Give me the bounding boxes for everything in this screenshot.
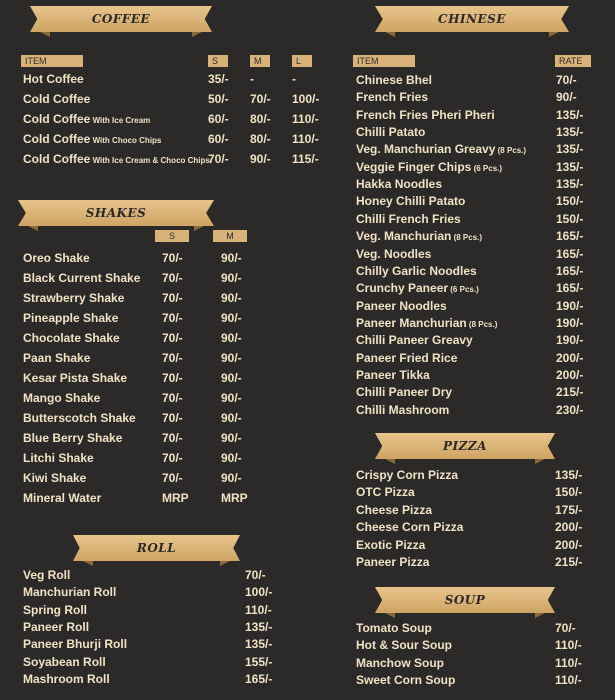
roll-item-name	[23, 672, 110, 686]
pizza-item-price-price: 150/-	[555, 485, 583, 500]
coffee-item-name	[23, 132, 161, 148]
pizza-item-price-price: 175/-	[555, 502, 583, 517]
shakes-item-price-m: 90/-	[221, 331, 242, 345]
chinese-item-name	[356, 212, 461, 226]
coffee-item-price-l: 115/-	[292, 152, 319, 166]
chinese-item-price-price: 135/-	[556, 159, 584, 174]
shakes-item-name	[23, 291, 124, 305]
shakes-item-price-s: 70/-	[162, 251, 183, 265]
chinese-item-label: Paneer Tikka	[356, 367, 430, 382]
shakes-item-label: Black Current Shake	[23, 271, 141, 285]
soup-item-price-price: 110/-	[555, 655, 582, 670]
pizza-banner	[375, 433, 555, 459]
shakes-item-price-s: 70/-	[162, 451, 183, 465]
shakes-item-price-s: MRP	[162, 491, 189, 505]
chinese-item-name	[356, 73, 432, 87]
pizza-item-label: Cheese Corn Pizza	[356, 520, 464, 535]
soup-item-price-price: 70/-	[555, 621, 576, 635]
shakes-item-price-m: 90/-	[221, 351, 242, 365]
chinese-item-note: (8 Pcs.)	[495, 146, 527, 156]
chinese-item-label: French Fries Pheri Pheri	[356, 107, 495, 122]
roll-item-name	[23, 568, 70, 582]
pizza-item-price-price: 200/-	[555, 520, 583, 535]
coffee-item-price-m: 80/-	[250, 132, 271, 146]
coffee-item-name	[23, 112, 150, 128]
chinese-item-label: Hakka Noodles	[356, 177, 443, 192]
chinese-header-item: ITEM	[353, 55, 415, 67]
shakes-item-price-s: 70/-	[162, 371, 183, 385]
chinese-item-name	[356, 351, 457, 365]
chinese-item-price-price: 190/-	[556, 315, 584, 330]
chinese-item-name	[356, 316, 497, 332]
pizza-item-label: Crispy Corn Pizza	[356, 468, 459, 482]
coffee-header-m: M	[250, 55, 270, 67]
pizza-item-label: Cheese Pizza	[356, 502, 433, 517]
soup-item-name	[356, 638, 452, 652]
roll-item-price-price: 110/-	[245, 602, 272, 617]
coffee-item-price-s: 60/-	[208, 112, 229, 126]
roll-item-label: Paneer Bhurji Roll	[23, 637, 128, 652]
coffee-item-label: Cold Coffee	[23, 152, 91, 166]
soup-banner	[375, 587, 555, 613]
shakes-item-price-s: 70/-	[162, 311, 183, 325]
shakes-item-price-s: 70/-	[162, 471, 183, 485]
shakes-item-name	[23, 411, 136, 425]
roll-item-name	[23, 585, 116, 599]
chinese-item-note: (6 Pcs.)	[471, 163, 503, 173]
pizza-item-name	[356, 538, 425, 552]
shakes-item-price-m: 90/-	[221, 271, 242, 285]
roll-item-label: Mashroom Roll	[23, 671, 110, 686]
chinese-item-name	[356, 333, 473, 347]
chinese-item-price-price: 135/-	[556, 177, 584, 192]
chinese-item-label: Veggie Finger Chips	[356, 159, 472, 174]
shakes-item-name	[23, 271, 140, 285]
chinese-item-label: Chilli French Fries	[356, 211, 461, 226]
roll-item-name	[23, 637, 127, 651]
chinese-item-price-price: 165/-	[556, 246, 584, 261]
shakes-item-label: Oreo Shake	[23, 251, 90, 265]
shakes-item-name	[23, 491, 101, 505]
coffee-item-price-s: 50/-	[208, 92, 229, 106]
shakes-item-name	[23, 471, 86, 485]
coffee-item-price-s: 35/-	[208, 72, 229, 86]
coffee-item-price-m: 90/-	[250, 152, 271, 166]
chinese-header-rate: RATE	[555, 55, 591, 67]
shakes-item-name	[23, 331, 120, 345]
shakes-item-name	[23, 451, 94, 465]
pizza-item-price-price: 200/-	[555, 537, 583, 552]
chinese-item-price-price: 135/-	[556, 107, 584, 122]
roll-item-price-price: 135/-	[245, 619, 273, 634]
chinese-item-note: (6 Pcs.)	[448, 285, 479, 295]
coffee-item-price-m: 70/-	[250, 92, 271, 106]
shakes-item-label: Pineapple Shake	[23, 311, 119, 325]
roll-item-price-price: 135/-	[245, 637, 273, 652]
roll-item-name	[23, 620, 89, 634]
chinese-item-label: Honey Chilli Patato	[356, 194, 466, 209]
coffee-item-price-l: 110/-	[292, 112, 319, 126]
coffee-item-price-m: 80/-	[250, 112, 271, 126]
chinese-item-note: (8 Pcs.)	[466, 319, 498, 329]
chinese-item-label: Paneer Noodles	[356, 298, 447, 313]
shakes-item-price-m: 90/-	[221, 251, 242, 265]
coffee-item-price-l: -	[292, 72, 296, 86]
soup-item-name	[356, 656, 444, 670]
coffee-item-label: Hot Coffee	[23, 72, 84, 86]
shakes-item-price-s: 70/-	[162, 331, 183, 345]
pizza-item-label: OTC Pizza	[356, 485, 415, 500]
chinese-item-name	[356, 368, 430, 382]
chinese-item-price-price: 150/-	[556, 211, 584, 226]
chinese-item-label: Chilli Paneer Dry	[356, 385, 453, 400]
roll-item-label: Soyabean Roll	[23, 654, 106, 669]
pizza-item-label: Paneer Pizza	[356, 555, 430, 569]
coffee-item-price-l: 110/-	[292, 132, 319, 146]
coffee-banner	[30, 6, 212, 32]
chinese-item-label: Chilli Mashroom	[356, 402, 450, 417]
chinese-item-label: Veg. Manchurian	[356, 229, 452, 244]
soup-item-price-price: 110/-	[555, 638, 582, 653]
pizza-item-name	[356, 485, 415, 499]
chinese-item-price-price: 165/-	[556, 229, 584, 244]
roll-item-price-price: 155/-	[245, 654, 273, 669]
chinese-item-price-price: 190/-	[556, 333, 584, 348]
shakes-item-price-s: 70/-	[162, 271, 183, 285]
chinese-item-price-price: 200/-	[556, 350, 584, 365]
shakes-item-price-s: 70/-	[162, 391, 183, 405]
roll-item-price-price: 165/-	[245, 671, 273, 686]
coffee-item-price-s: 70/-	[208, 152, 229, 166]
shakes-item-price-m: 90/-	[221, 371, 242, 385]
pizza-title: PIZZA	[443, 439, 487, 453]
pizza-item-name	[356, 468, 458, 482]
shakes-item-price-m: 90/-	[221, 431, 242, 445]
pizza-item-label: Exotic Pizza	[356, 537, 426, 552]
roll-item-price-price: 70/-	[245, 568, 266, 582]
coffee-item-price-s: 60/-	[208, 132, 229, 146]
shakes-item-label: Butterscotch Shake	[23, 411, 136, 425]
roll-item-price-price: 100/-	[245, 585, 273, 600]
shakes-item-price-m: MRP	[221, 491, 248, 505]
soup-item-label: Manchow Soup	[356, 655, 444, 670]
chinese-item-name	[356, 247, 431, 261]
shakes-item-name	[23, 251, 90, 265]
shakes-item-price-m: 90/-	[221, 311, 242, 325]
chinese-item-name	[356, 281, 479, 297]
pizza-item-price-price: 215/-	[555, 555, 583, 569]
soup-item-price-price: 110/-	[555, 672, 582, 687]
chinese-item-price-price: 90/-	[556, 90, 577, 105]
coffee-item-label: Cold Coffee	[23, 112, 91, 126]
coffee-item-note: With Ice Cream	[90, 116, 151, 125]
chinese-item-name	[356, 142, 526, 158]
shakes-item-price-s: 70/-	[162, 351, 183, 365]
shakes-item-label: Paan Shake	[23, 351, 91, 365]
chinese-item-price-price: 165/-	[556, 263, 584, 278]
chinese-item-price-price: 135/-	[556, 125, 584, 140]
roll-item-name	[23, 603, 87, 617]
chinese-item-price-price: 150/-	[556, 194, 584, 209]
chinese-item-name	[356, 299, 447, 313]
shakes-item-label: Kesar Pista Shake	[23, 371, 128, 385]
chinese-banner	[375, 6, 569, 32]
shakes-item-price-s: 70/-	[162, 411, 183, 425]
shakes-title: SHAKES	[85, 206, 147, 220]
pizza-item-name	[356, 520, 463, 534]
shakes-item-label: Chocolate Shake	[23, 331, 120, 345]
chinese-item-price-price: 135/-	[556, 142, 584, 157]
soup-item-label: Hot & Sour Soup	[356, 638, 452, 653]
coffee-header-item: ITEM	[21, 55, 83, 67]
shakes-item-price-m: 90/-	[221, 411, 242, 425]
chinese-item-label: Chilly Garlic Noodles	[356, 263, 477, 278]
chinese-item-price-price: 165/-	[556, 281, 584, 296]
chinese-item-label: Chilli Paneer Greavy	[356, 333, 473, 348]
shakes-item-label: Kiwi Shake	[23, 471, 87, 485]
pizza-item-price-price: 135/-	[555, 468, 583, 482]
soup-item-label: Tomato Soup	[356, 621, 432, 635]
chinese-item-name	[356, 160, 502, 176]
shakes-item-price-m: 90/-	[221, 291, 242, 305]
shakes-item-price-m: 90/-	[221, 391, 242, 405]
chinese-item-label: Crunchy Paneer	[356, 281, 449, 296]
roll-item-name	[23, 655, 106, 669]
chinese-item-label: Veg. Manchurian Greavy	[356, 142, 496, 157]
chinese-item-price-price: 215/-	[556, 385, 584, 400]
soup-item-label: Sweet Corn Soup	[356, 672, 456, 687]
chinese-item-name	[356, 403, 449, 417]
chinese-item-name	[356, 385, 452, 399]
chinese-item-note: (8 Pcs.)	[451, 233, 483, 243]
coffee-item-price-m: -	[250, 72, 254, 86]
coffee-item-price-l: 100/-	[292, 92, 320, 106]
shakes-item-name	[23, 351, 90, 365]
coffee-item-note: With Choco Chips	[90, 136, 162, 145]
shakes-item-price-s: 70/-	[162, 431, 183, 445]
coffee-header-l: L	[292, 55, 312, 67]
shakes-item-name	[23, 371, 127, 385]
chinese-title: CHINESE	[438, 12, 506, 26]
chinese-item-label: Veg. Noodles	[356, 246, 432, 261]
shakes-item-label: Blue Berry Shake	[23, 431, 123, 445]
shakes-item-label: Litchi Shake	[23, 451, 94, 465]
chinese-item-label: French Fries	[356, 90, 429, 105]
coffee-item-label: Cold Coffee	[23, 92, 91, 106]
coffee-item-note: With Ice Cream & Choco Chips	[90, 156, 210, 165]
pizza-item-name	[356, 555, 429, 569]
chinese-item-name	[356, 108, 495, 122]
coffee-title: COFFEE	[91, 12, 151, 26]
chinese-item-name	[356, 194, 465, 208]
soup-title: SOUP	[444, 593, 486, 607]
shakes-header-s: S	[155, 230, 189, 242]
shakes-header-m: M	[213, 230, 247, 242]
chinese-item-name	[356, 264, 477, 278]
chinese-item-name	[356, 90, 428, 104]
chinese-item-label: Chinese Bhel	[356, 73, 433, 87]
shakes-banner	[18, 200, 214, 226]
coffee-item-name	[23, 92, 90, 106]
chinese-item-name	[356, 125, 425, 139]
soup-item-name	[356, 673, 455, 687]
roll-banner	[73, 535, 240, 561]
roll-item-label: Paneer Roll	[23, 619, 90, 634]
shakes-item-name	[23, 431, 122, 445]
coffee-item-name	[23, 72, 84, 86]
shakes-item-price-s: 70/-	[162, 291, 183, 305]
shakes-item-label: Mineral Water	[23, 491, 102, 505]
pizza-item-name	[356, 503, 432, 517]
shakes-item-price-m: 90/-	[221, 471, 242, 485]
shakes-item-name	[23, 311, 118, 325]
roll-item-label: Manchurian Roll	[23, 585, 117, 600]
shakes-item-price-m: 90/-	[221, 451, 242, 465]
shakes-item-name	[23, 391, 100, 405]
chinese-item-label: Chilli Patato	[356, 125, 426, 140]
chinese-item-label: Paneer Fried Rice	[356, 350, 458, 365]
roll-title: ROLL	[136, 541, 177, 555]
chinese-item-price-price: 200/-	[556, 367, 584, 382]
roll-item-label: Veg Roll	[23, 568, 71, 582]
chinese-item-name	[356, 229, 482, 245]
chinese-item-price-price: 190/-	[556, 298, 584, 313]
chinese-item-label: Paneer Manchurian	[356, 315, 467, 330]
shakes-item-label: Strawberry Shake	[23, 291, 125, 305]
chinese-item-price-price: 230/-	[556, 402, 584, 417]
roll-item-label: Spring Roll	[23, 602, 87, 617]
chinese-item-price-price: 70/-	[556, 73, 577, 87]
soup-item-name	[356, 621, 432, 635]
chinese-item-name	[356, 177, 442, 191]
coffee-item-name	[23, 152, 210, 168]
coffee-header-s: S	[208, 55, 228, 67]
coffee-item-label: Cold Coffee	[23, 132, 91, 146]
shakes-item-label: Mango Shake	[23, 391, 101, 405]
